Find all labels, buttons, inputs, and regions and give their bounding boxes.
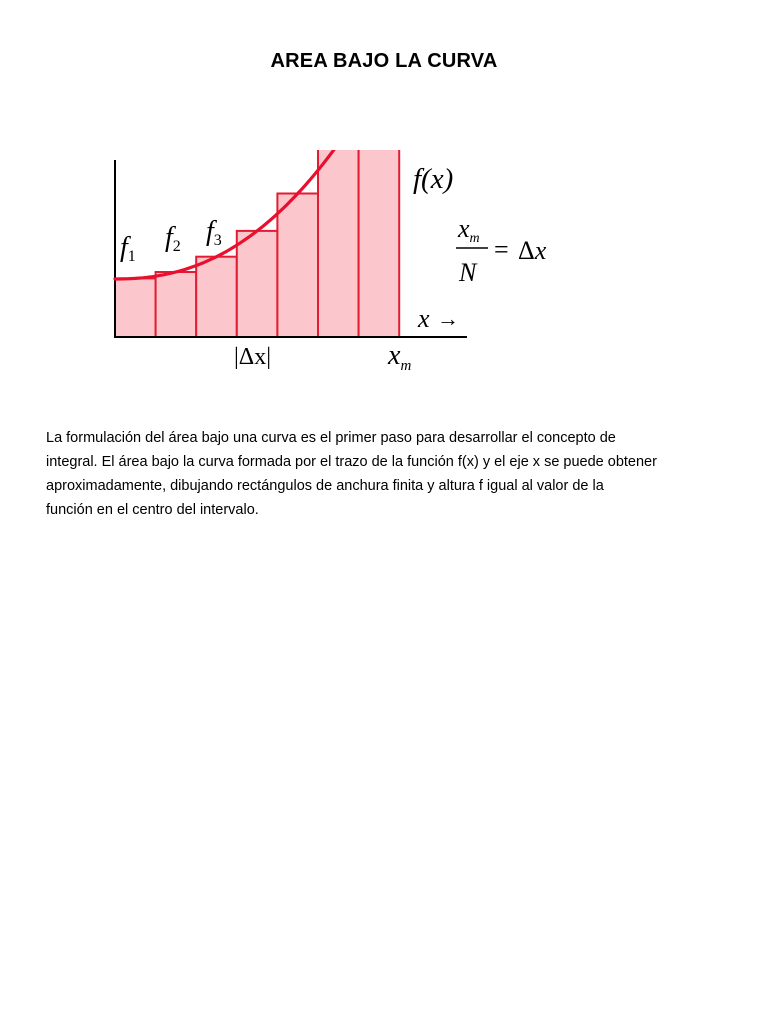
formula-numerator: xm [458,214,480,246]
area-under-curve-figure [100,150,570,390]
riemann-rectangle-3 [196,257,237,337]
x-axis-label: x [418,304,430,333]
formula-denominator: N [459,258,477,287]
riemann-rectangle-2 [156,272,197,337]
formula-equals: = [494,235,509,264]
curve-label: f(x) [413,163,454,195]
xm-label: $x_m$ [388,340,412,374]
paragraph-line: aproximadamente, dibujando rectángulos de anchura finita y altura f igual al valor de la [46,478,604,494]
x-axis-arrow-icon: → [437,306,459,331]
paragraph-line: La formulación del área bajo una curva es el primer paso para desarrollar el concepto de [46,430,616,446]
delta-x-label: |Δx| [234,344,272,370]
f2-label: f2 [165,222,181,255]
f1-label: f1 [120,232,136,265]
paragraph-line: función en el centro del intervalo. [46,502,259,518]
riemann-rectangle-1 [115,278,156,337]
paragraph-line: integral. El área bajo la curva formada por el trazo de la función f(x) y el eje x se puede obtener [46,454,657,470]
riemann-rectangle-6 [318,150,359,337]
riemann-rectangle-7 [359,150,400,337]
f3-label: f3 [206,216,222,249]
description-paragraph [46,426,736,522]
formula-rhs: Δx [518,236,547,265]
page-title: AREA BAJO LA CURVA [270,50,498,72]
riemann-rectangle-5 [277,194,318,338]
riemann-rectangle-4 [237,231,278,337]
riemann-rectangles [115,150,399,337]
